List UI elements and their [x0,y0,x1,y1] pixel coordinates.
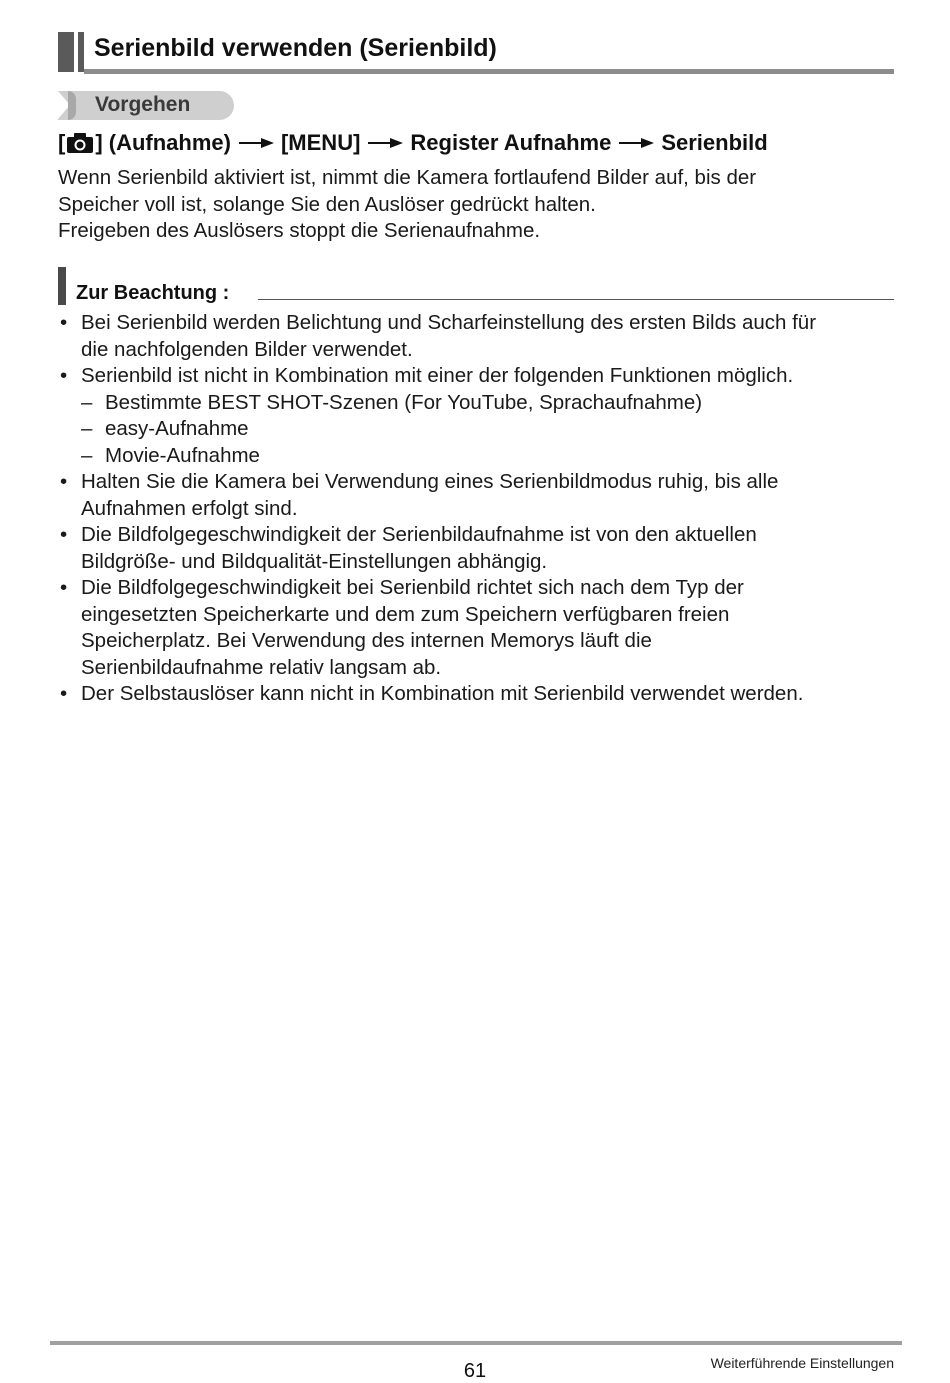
note-marker-bar [58,267,66,305]
note-line: Speicherplatz. Bei Verwendung des internen Memorys läuft die [81,629,652,652]
list-item [58,363,898,469]
note-line: Bei Serienbild werden Belichtung und Scharfeinstellung des ersten Bilds auch für [81,311,817,334]
bullet: • [60,311,68,334]
note-line: Die Bildfolgegeschwindigkeit der Serienbildaufnahme ist von den aktuellen [81,523,757,546]
camera-icon [66,132,94,154]
sub-list-item [58,416,898,443]
note-line: Serienbildaufnahme relativ langsam ab. [81,655,442,679]
note-line: Die Bildfolgegeschwindigkeit bei Serienbild richtet sich nach dem Typ der [81,576,744,599]
bullet: • [60,576,68,599]
sub-item-text: easy-Aufnahme [105,417,249,440]
title-marker-stripe [78,32,84,72]
list-item [58,681,898,708]
list-item [58,310,898,363]
procedure-label: Vorgehen [95,93,191,116]
note-line: die nachfolgenden Bilder verwendet. [81,337,413,361]
sub-item-text: Movie-Aufnahme [105,443,260,467]
note-line: eingesetzten Speicherkarte und dem zum Speichern verfügbaren freien [81,602,730,626]
procedure-label-pill [58,91,234,120]
page-title-bar [58,32,894,74]
nav-step-menu: [MENU] [280,130,361,155]
notes-list [58,310,898,708]
nav-bracket-open: [ [58,130,66,155]
pill-accent [68,91,76,120]
nav-step-aufnahme: ] (Aufnahme) [95,130,231,155]
sub-list-item [58,390,898,417]
title-underline [84,69,894,74]
dash: – [81,417,93,440]
nav-step-serienbild: Serienbild [661,130,768,155]
arrow-right-icon [239,136,275,150]
intro-paragraph [58,165,898,245]
bullet: • [60,682,68,705]
bullet: • [60,364,68,387]
bullet: • [60,523,68,546]
note-line: Bildgröße- und Bildqualität-Einstellungen abhängig. [81,549,548,573]
page-number: 61 [463,1360,487,1382]
note-heading [58,267,894,307]
title-marker-block [58,32,74,72]
page-title: Serienbild verwenden (Serienbild) [94,34,497,62]
note-line: Serienbild ist nicht in Kombination mit einer der folgenden Funktionen möglich. [81,364,794,387]
intro-line: Speicher voll ist, solange Sie den Auslöser gedrückt halten. [58,192,596,216]
sub-item-text: Bestimmte BEST SHOT-Szenen (For YouTube, Sprachaufnahme) [105,390,703,414]
list-item [58,575,898,681]
list-item [58,522,898,575]
list-item [58,469,898,522]
note-rule [258,299,894,300]
dash: – [81,443,93,467]
note-title: Zur Beachtung : [76,282,230,304]
note-line: Der Selbstauslöser kann nicht in Kombination mit Serienbild verwendet werden. [81,682,804,705]
note-line: Aufnahmen erfolgt sind. [81,496,298,520]
arrow-right-icon [619,136,655,150]
dash: – [81,390,93,414]
nav-step-register: Register Aufnahme [410,130,612,155]
note-line: Halten Sie die Kamera bei Verwendung eines Serienbildmodus ruhig, bis alle [81,470,779,493]
intro-line: Wenn Serienbild aktiviert ist, nimmt die Kamera fortlaufend Bilder auf, bis der [58,166,757,189]
bullet: • [60,470,68,493]
footer-section-name: Weiterführende Einstellungen [710,1355,894,1371]
intro-line: Freigeben des Auslösers stoppt die Serienaufnahme. [58,219,541,242]
arrow-right-icon [368,136,404,150]
sub-list-item [58,443,898,470]
footer-rule [50,1341,902,1345]
menu-navigation-path [58,128,768,158]
